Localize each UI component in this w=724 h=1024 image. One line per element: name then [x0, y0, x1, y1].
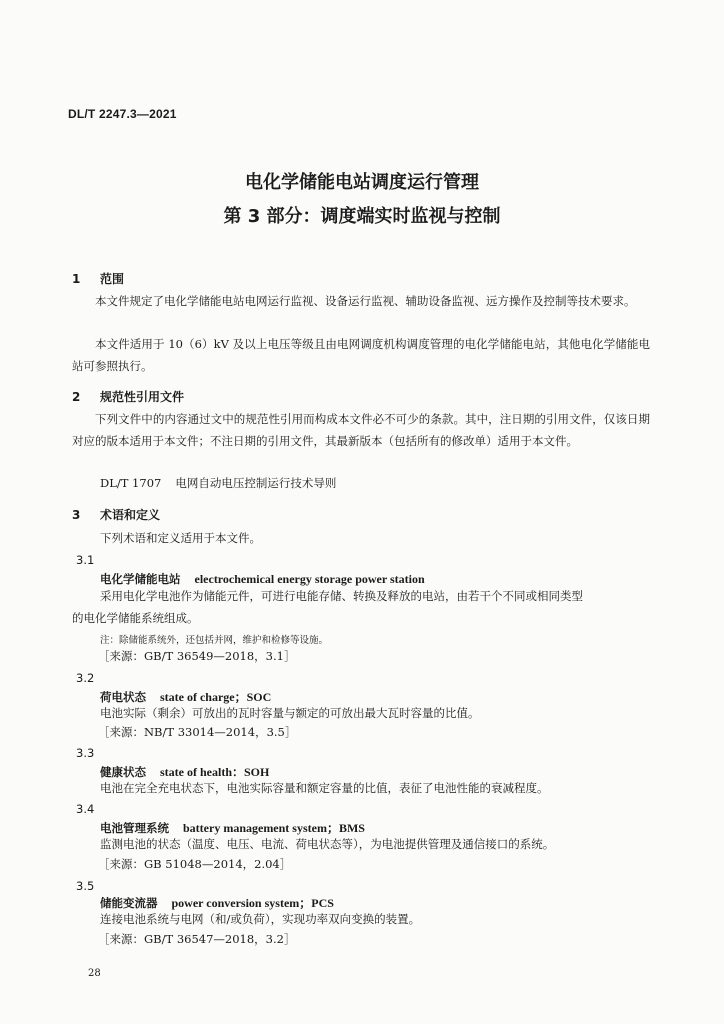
term-name-en: power conversion system；PCS: [171, 896, 334, 910]
paragraph: 本文件规定了电化学储能电站电网运行监视、设备运行监视、辅助设备监视、远方操作及控制等技术要求。: [95, 294, 636, 308]
document-subtitle: 第 3 部分：调度端实时监视与控制: [223, 206, 501, 227]
page-number: 28: [88, 968, 101, 979]
term-name-en: battery management system；BMS: [183, 821, 365, 835]
term-definition: 采用电化学电池作为储能元件，可进行电能存储、转换及释放的电站，由若干个不同或相同类型: [100, 589, 583, 603]
term-number: 3.4: [76, 802, 95, 816]
term-heading: [100, 894, 334, 911]
paragraph: 本文件适用于 10（6）kV 及以上电压等级且由电网调度机构调度管理的电化学储能电站，其他电化学储能电站可参照执行。: [72, 337, 650, 373]
term-number: 3.3: [76, 746, 95, 760]
term-name-zh: 电化学储能电站: [100, 572, 181, 586]
term-source: ［来源：GB 51048—2014，2.04］: [98, 857, 292, 871]
section-heading-terms: [72, 506, 160, 523]
term-name-zh: 荷电状态: [100, 690, 146, 704]
term-name-en: state of charge；SOC: [160, 690, 272, 704]
section-heading-normative-references: [72, 388, 184, 405]
term-definition: 的电化学储能系统组成。: [72, 611, 199, 625]
section-intro: 下列术语和定义适用于本文件。: [100, 531, 261, 545]
term-name-zh: 储能变流器: [100, 896, 158, 910]
document-title: 电化学储能电站调度运行管理: [245, 172, 479, 193]
reference-title: 电网自动电压控制运行技术导则: [175, 476, 337, 490]
section-number: 2: [72, 390, 81, 404]
term-definition: 监测电池的状态（温度、电压、电流、荷电状态等），为电池提供管理及通信接口的系统。: [100, 837, 555, 851]
term-definition: 电池在完全充电状态下，电池实际容量和额定容量的比值，表征了电池性能的衰减程度。: [100, 781, 549, 795]
term-name-zh: 健康状态: [100, 765, 146, 779]
term-source: ［来源：GB/T 36549—2018，3.1］: [98, 649, 296, 663]
section-title: 范围: [100, 272, 125, 286]
term-heading: [100, 819, 365, 836]
term-heading: [100, 763, 269, 780]
section-title: 规范性引用文件: [100, 390, 185, 404]
section-heading-scope: [72, 270, 124, 287]
section-number: 1: [72, 272, 81, 286]
term-heading: [100, 571, 425, 587]
term-name-zh: 电池管理系统: [100, 821, 169, 835]
term-definition: 连接电池系统与电网（和/或负荷），实现功率双向变换的装置。: [100, 912, 421, 926]
term-name-en: state of health：SOH: [160, 765, 270, 779]
term-note: 注：除储能系统外，还包括并网，维护和检修等设施。: [100, 635, 329, 646]
paragraph: 下列文件中的内容通过文中的规范性引用而构成本文件必不可少的条款。其中，注日期的引用文件，仅该日期对应的版本适用于本文件；不注日期的引用文件，其最新版本（包括所有的修改单）适用于本文件。: [72, 412, 650, 448]
term-number: 3.5: [76, 879, 95, 893]
term-heading: [100, 688, 271, 705]
reference-entry: [100, 475, 336, 491]
reference-code: DL/T 1707: [100, 476, 162, 490]
term-definition: 电池实际（剩余）可放出的瓦时容量与额定的可放出最大瓦时容量的比值。: [100, 706, 480, 720]
term-name-en: electrochemical energy storage power station: [194, 572, 425, 586]
document-code: DL/T 2247.3—2021: [68, 107, 177, 121]
term-number: 3.1: [76, 553, 95, 567]
term-source: ［来源：NB/T 33014—2014，3.5］: [98, 725, 297, 739]
section-title: 术语和定义: [100, 508, 161, 522]
term-source: ［来源：GB/T 36547—2018，3.2］: [98, 932, 296, 946]
term-number: 3.2: [76, 671, 95, 685]
section-number: 3: [72, 508, 81, 522]
